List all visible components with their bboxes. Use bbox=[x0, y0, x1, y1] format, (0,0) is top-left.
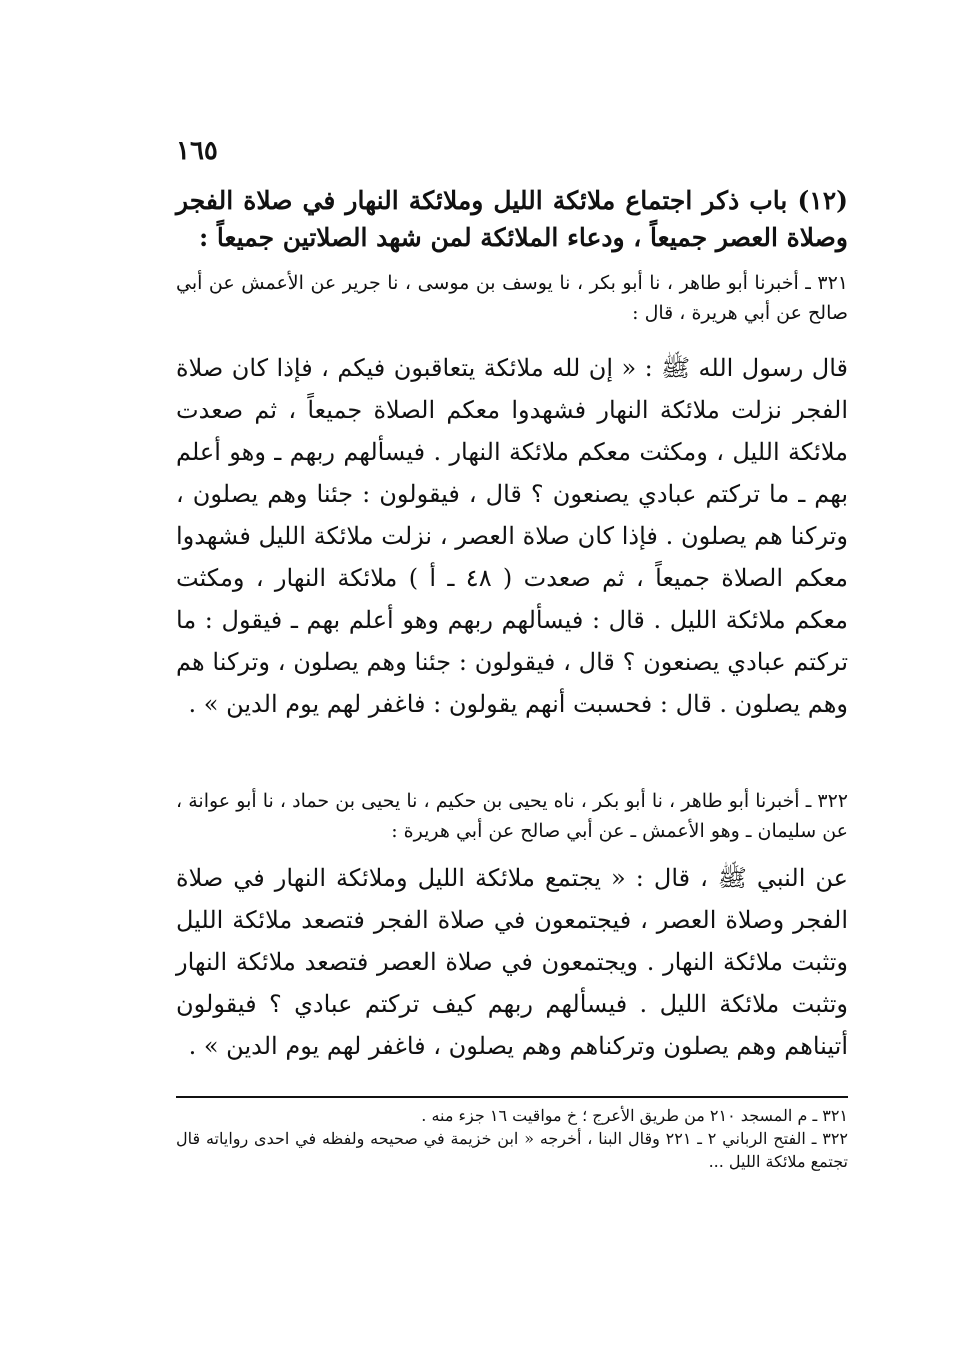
footnotes bbox=[176, 1104, 848, 1173]
footnote-321: ٣٢١ ـ م المسجد ٢١٠ من طريق الأعرج ؛ خ مواقيت ١٦ جزء منه . bbox=[421, 1106, 848, 1125]
page-number: ١٦٥ bbox=[176, 136, 218, 166]
hadith-322-isnad: ٣٢٢ ـ أخبرنا أبو طاهر ، نا أبو بكر ، ناه يحيى بن حكيم ، نا يحيى بن حماد ، نا أبو عوانة ، عن سليمان ـ وهو الأعمش ـ عن أبي صالح عن أبي هريرة : bbox=[176, 790, 848, 842]
chapter-heading: (١٢) باب ذكر اجتماع ملائكة الليل وملائكة النهار في صلاة الفجر وصلاة العصر جميعاً ، ودعاء الملائكة لمن شهد الصلاتين جميعاً : bbox=[176, 186, 848, 252]
footnote-divider bbox=[176, 1096, 848, 1098]
footnote-322: ٣٢٢ ـ الفتح الرباني ٢ ـ ٢٢١ وقال البنا ، أخرجه « ابن خزيمة في صحيحه ولفظه في احدى رواياته قال تجتمع ملائكة الليل ... bbox=[176, 1129, 848, 1171]
hadith-321-isnad: ٣٢١ ـ أخبرنا أبو طاهر ، نا أبو بكر ، نا يوسف بن موسى ، نا جرير عن الأعمش عن أبي صالح عن أبي هريرة ، قال : bbox=[176, 272, 848, 324]
hadith-322-text: عن النبي ﷺ ، قال : « يجتمع ملائكة الليل وملائكة النهار في صلاة الفجر وصلاة العصر ، فيجتمعون في صلاة الفجر فتصعد ملائكة الليل وتثبت ملائكة النهار . ويجتمعون في صلاة العصر فتصعد ملائكة النهار وتثبت ملائكة الليل . فيسألهم ربهم كيف تركتم عبادي ؟ فيقولون أتيناهم وهم يصلون وتركناهم وهم يصلون ، فاغفر لهم يوم الدين » . bbox=[176, 864, 848, 1060]
hadith-321-text: قال رسول الله ﷺ : « إن لله ملائكة يتعاقبون فيكم ، فإذا كان صلاة الفجر نزلت ملائكة النهار فشهدوا معكم الصلاة جميعاً ، ثم صعدت ملائكة الليل ، ومكثت معكم ملائكة النهار . فيسألهم ربهم ـ وهو أعلم بهم ـ ما تركتم عبادي يصنعون ؟ قال ، فيقولون : جئنا وهم يصلون ، وتركنا هم يصلون . فإذا كان صلاة العصر ، نزلت ملائكة الليل فشهدوا معكم الصلاة جميعاً ، ثم صعدت ( ٤٨ ـ أ ) ملائكة النهار ، ومكثت معكم ملائكة الليل . قال : فيسألهم ربهم وهو أعلم بهم ـ فيقول : ما تركتم عبادي يصنعون ؟ قال ، فيقولون : جئنا وهم يصلون ، وتركنا هم وهم يصلون . قال : فحسبت أنهم يقولون : فاغفر لهم يوم الدين » . bbox=[176, 354, 848, 718]
